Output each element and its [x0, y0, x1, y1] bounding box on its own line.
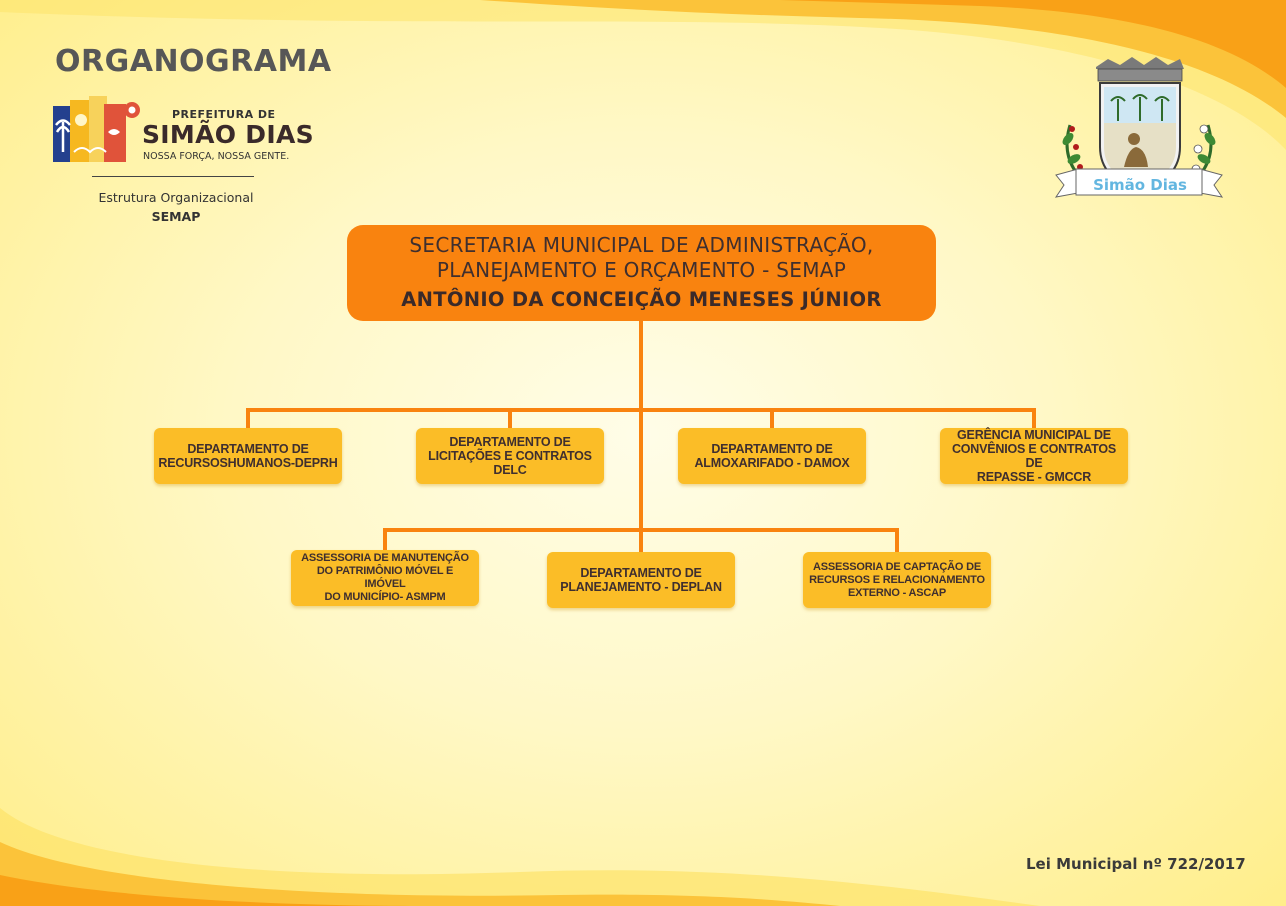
structure-caption-text: Estrutura Organizacional: [98, 190, 254, 205]
page-title: ORGANOGRAMA: [55, 44, 332, 79]
node-damox-label: DEPARTAMENTO DE ALMOXARIFADO - DAMOX: [694, 442, 850, 470]
root-title-line2: PLANEJAMENTO E ORÇAMENTO - SEMAP: [436, 258, 847, 282]
logo-name: SIMÃO DIAS: [142, 120, 314, 149]
root-node-semap: [347, 225, 936, 321]
node-damox: [678, 428, 866, 484]
node-gmccr: [940, 428, 1128, 484]
node-deprh-label: DEPARTAMENTO DE RECURSOSHUMANOS-DEPRH: [158, 442, 338, 470]
node-deplan-label: DEPARTAMENTO DE PLANEJAMENTO - DEPLAN: [560, 566, 722, 594]
node-ascap: [803, 552, 991, 608]
node-asmpm: [291, 550, 479, 606]
structure-unit: SEMAP: [151, 209, 201, 224]
root-title-line1: SECRETARIA MUNICIPAL DE ADMINISTRAÇÃO,: [409, 233, 874, 257]
logo-prefix: PREFEITURA DE: [172, 108, 276, 121]
node-delc-label: DEPARTAMENTO DE LICITAÇÕES E CONTRATOS DELC: [428, 435, 592, 477]
node-delc: [416, 428, 604, 484]
logo-slogan: NOSSA FORÇA, NOSSA GENTE.: [143, 151, 290, 162]
node-ascap-label: ASSESSORIA DE CAPTAÇÃO DE RECURSOS E RELACIONAMENTO EXTERNO - ASCAP: [809, 560, 985, 599]
node-gmccr-label: GERÊNCIA MUNICIPAL DE CONVÊNIOS E CONTRATOS DE REPASSE - GMCCR: [951, 428, 1117, 484]
node-deprh: [154, 428, 342, 484]
coat-of-arms-label: Simão Dias: [1093, 176, 1187, 194]
node-deplan: [547, 552, 735, 608]
law-reference: Lei Municipal nº 722/2017: [1026, 855, 1246, 873]
root-head-name: ANTÔNIO DA CONCEIÇÃO MENESES JÚNIOR: [401, 288, 882, 311]
node-asmpm-label: ASSESSORIA DE MANUTENÇÃO DO PATRIMÔNIO MÓVEL E IMÓVEL DO MUNICÍPIO- ASMPM: [301, 552, 469, 603]
